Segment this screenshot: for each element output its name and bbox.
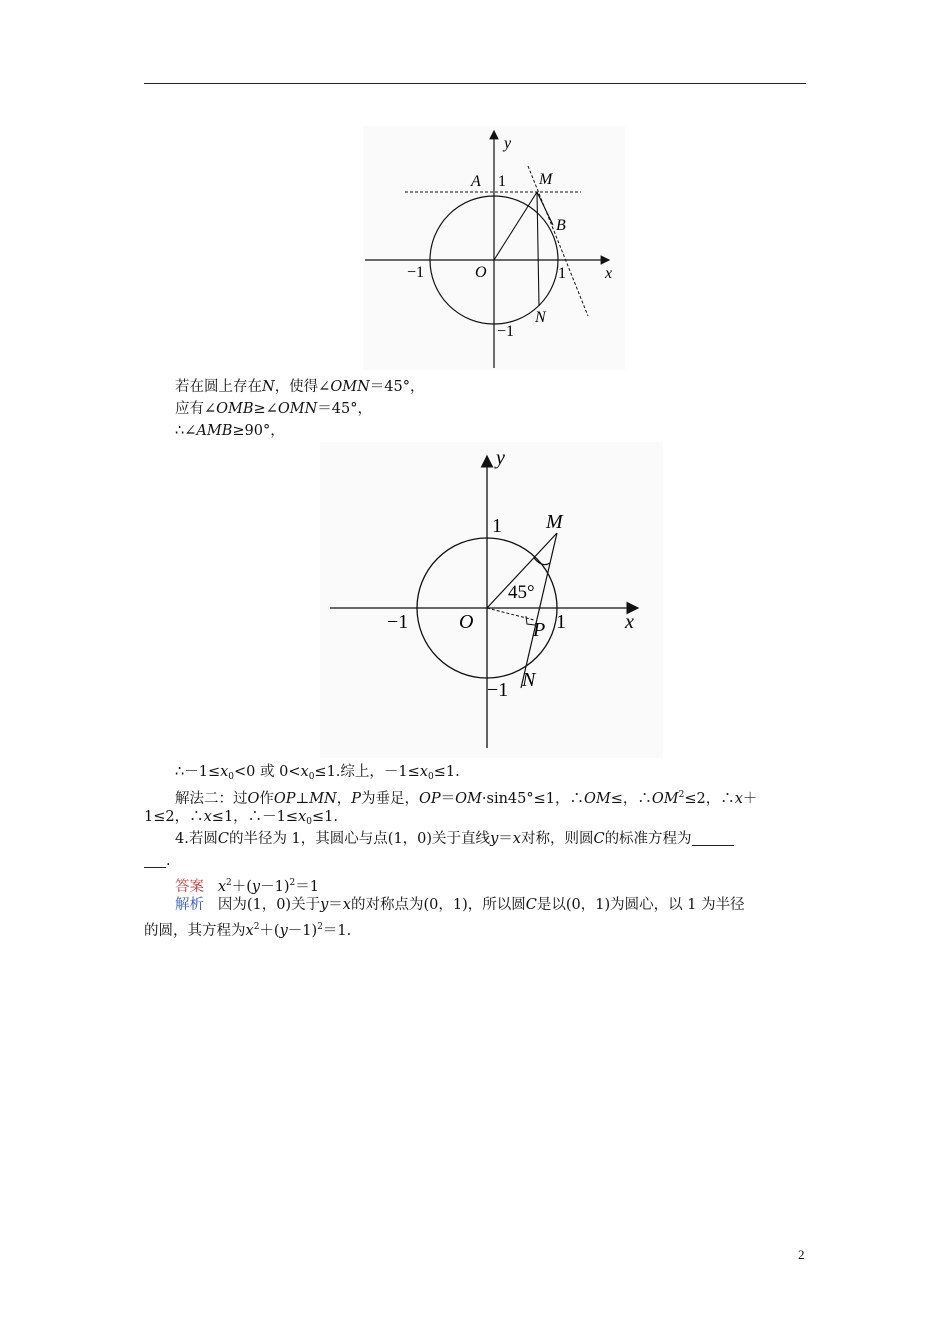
figure-circle-45deg	[320, 442, 663, 758]
label-one-top: 1	[498, 173, 506, 190]
segment-om	[494, 192, 537, 260]
label-p: P	[533, 619, 546, 641]
label-neg-one-left: −1	[407, 264, 425, 281]
question-4-cont: .	[144, 851, 171, 871]
label-m: M	[546, 511, 563, 533]
text-line-1: 若在圆上存在N，使得∠OMN＝45°，	[175, 379, 425, 395]
tangent-line-mb	[528, 166, 588, 316]
answer-blank-cont	[144, 853, 166, 868]
label-y: y	[504, 135, 512, 152]
label-one-right: 1	[556, 611, 566, 633]
figure1-svg	[363, 126, 625, 370]
label-neg-one-bottom: −1	[487, 679, 509, 701]
label-o: O	[459, 611, 474, 633]
segment-mb	[537, 192, 553, 225]
segment-op-dashed	[487, 608, 534, 620]
label-n: N	[522, 669, 536, 691]
answer-label: 答案	[175, 879, 204, 895]
label-y: y	[496, 447, 505, 469]
label-b: B	[556, 217, 566, 234]
segment-mn	[537, 192, 539, 306]
label-neg-one-left: −1	[387, 611, 409, 633]
text-line-4: $\therefore-1\le x_0<0$ 或 $0<x_0\le 1$.综上，$-1\le x_0\le 1$.	[175, 764, 460, 782]
explanation-label: 解析	[175, 897, 204, 913]
answer-blank	[692, 831, 734, 846]
segment-mn	[521, 533, 557, 688]
label-one-top: 1	[492, 515, 502, 537]
text-line-3: ∴∠AMB≥90°，	[175, 423, 285, 439]
label-o: O	[475, 264, 487, 281]
label-x: x	[605, 265, 613, 282]
explanation-line-2: 的圆，其方程为$x^2+(y-1)^2=1$.	[144, 922, 352, 939]
label-a: A	[471, 173, 481, 190]
text-line-2: 应有∠OMB≥∠OMN＝45°，	[175, 401, 372, 417]
answer-line: 答案 $x^2+(y-1)^2=1$	[175, 878, 319, 895]
text-line-5: 解法二：过O作OP⊥MN，P为垂足，OP＝OM·sin45°≤1，∴OM≤，$\therefore OM^2\le 2$，∴x＋	[175, 790, 758, 807]
label-neg-one-bottom: −1	[497, 323, 515, 340]
figure2-svg	[320, 442, 663, 758]
text-line-6: 1≤2，∴x≤1，$\therefore-1\le x_0\le 1$.	[144, 809, 338, 827]
header-rule	[144, 83, 806, 84]
explanation-line-1: 解析 因为(1，0)关于y＝x的对称点为(0，1)，所以圆C是以(0，1)为圆心，以 1 为半径	[175, 897, 745, 913]
label-n: N	[535, 309, 546, 326]
page-number: 2	[798, 1247, 805, 1262]
question-4: 4.若圆C的半径为 1，其圆心与点(1，0)关于直线y＝x对称，则圆C的标准方程为	[175, 829, 734, 849]
label-one-right: 1	[558, 265, 566, 282]
label-x: x	[625, 611, 634, 633]
figure-circle-tangent	[363, 126, 625, 370]
label-angle-45: 45°	[508, 582, 535, 603]
label-m: M	[539, 171, 553, 188]
